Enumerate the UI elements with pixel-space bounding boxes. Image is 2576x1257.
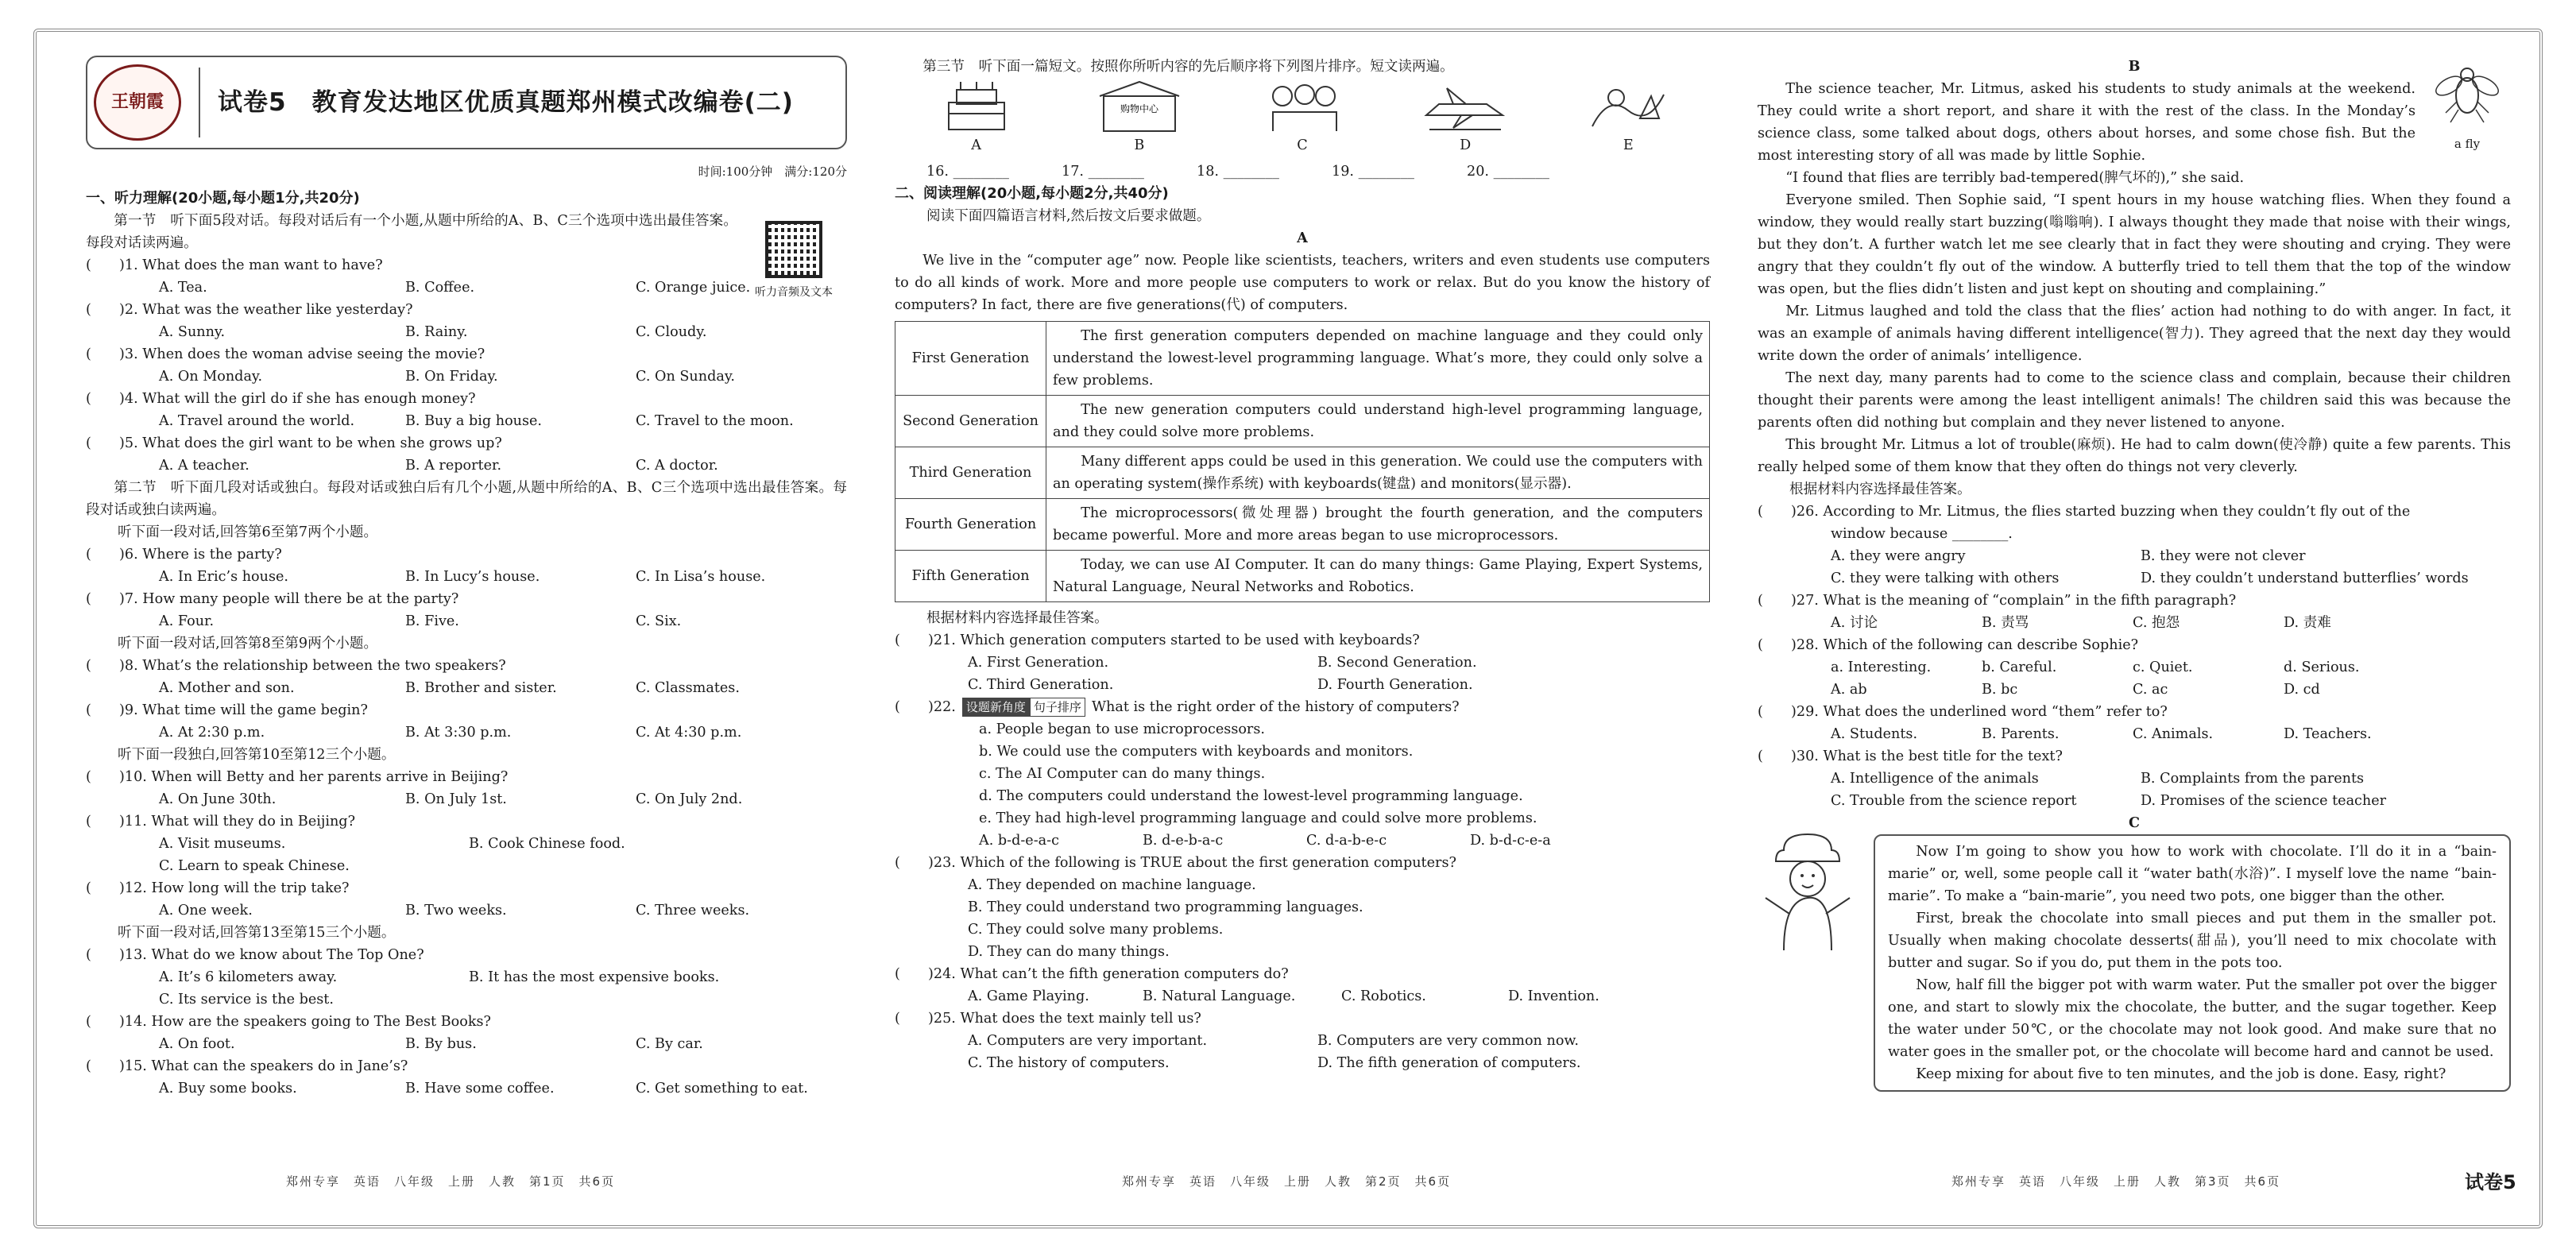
fly-caption: a fly	[2454, 137, 2481, 151]
option[interactable]: D. 责难	[2284, 615, 2331, 631]
passage-c-p2: First, break the chocolate into small pieces and put them in the smaller pot. Usually when making chocolate desserts(甜品), you’ll need to mix chocolate with butter and sugar. So if you do, put them in the pots too.	[1888, 911, 2497, 971]
question-q22-options	[895, 830, 1710, 852]
option[interactable]: B. Second Generation.	[1317, 655, 1477, 671]
picture-label: C	[1297, 137, 1308, 153]
question-q23-options	[895, 896, 1710, 919]
footer-page-2: 郑州专享 英语 八年级 上册 人教 第2页 共6页	[1122, 1174, 1452, 1189]
picture-label: D	[1460, 137, 1472, 153]
passage-b-p2: “I found that flies are terribly bad-tempered(脾气坏的),” she said.	[1785, 170, 2245, 186]
table-row	[895, 551, 1710, 602]
brand-logo: 王朝霞	[94, 64, 181, 141]
option[interactable]: B. Brother and sister.	[405, 680, 557, 696]
blank-19[interactable]: 19. ________	[1332, 164, 1414, 180]
passage-c-p4: Keep mixing for about five to ten minutes, and the job is done. Easy, right?	[1916, 1066, 2446, 1082]
option[interactable]: A. On foot.	[159, 1036, 235, 1052]
option[interactable]: A. Visit museums.	[159, 836, 286, 852]
column-3	[1758, 56, 2511, 1092]
listening-note-2: 听下面一段对话,回答第8至第9两个小题。	[118, 636, 378, 652]
question-q21-options	[895, 652, 1710, 674]
question-q30-stem: ( )30. What is the best title for the text?	[1758, 748, 2063, 764]
paper-title: 试卷5 教育发达地区优质真题郑州模式改编卷(二)	[218, 88, 794, 117]
option[interactable]: A. Computers are very important.	[968, 1033, 1208, 1049]
option[interactable]: B. they were not clever	[2141, 548, 2306, 564]
option[interactable]: A. On Monday.	[159, 369, 263, 385]
answer-blanks	[895, 161, 1710, 183]
question-q2-options	[86, 321, 847, 343]
option[interactable]: C. A doctor.	[636, 458, 718, 474]
option[interactable]: D. Fourth Generation.	[1317, 677, 1473, 693]
passage-a-heading: A	[1297, 230, 1308, 246]
option[interactable]: B. A reporter.	[405, 458, 502, 474]
option[interactable]: C. Orange juice.	[636, 280, 751, 296]
option[interactable]: C. d-a-b-e-c	[1306, 833, 1387, 849]
section-listening: 一、听力理解(20小题,每小题1分,共20分)	[86, 190, 360, 207]
question-q2-stem: ( )2. What was the weather like yesterday?	[86, 302, 413, 318]
question-q7-stem: ( )7. How many people will there be at the party?	[86, 591, 459, 607]
question-q4-stem: ( )4. What will the girl do if she has enough money?	[86, 391, 476, 407]
option[interactable]: D. cd	[2284, 682, 2320, 698]
option[interactable]: A. Game Playing.	[968, 988, 1089, 1004]
footer-page-1: 郑州专享 英语 八年级 上册 人教 第1页 共6页	[286, 1174, 616, 1189]
option[interactable]: A. It’s 6 kilometers away.	[159, 969, 338, 985]
question-q26-options	[1758, 545, 2511, 567]
option[interactable]: A. Sunny.	[159, 324, 226, 340]
question-q1-options	[86, 277, 847, 299]
question-q28-stem: ( )28. Which of the following can describe Sophie?	[1758, 637, 2139, 653]
generation-description: Today, we can use AI Computer. It can do many things: Game Playing, Expert Systems, Natural Language, Neural Networks and Robotics.	[1046, 551, 1710, 602]
option[interactable]: A. First Generation.	[968, 655, 1109, 671]
title-box	[86, 56, 847, 149]
passage-c-p1: Now I’m going to show you how to work with chocolate. I’ll do it in a “bain-marie” or, well, some people call it “water bath(水浴)”. I myself love the name “bain-marie”. To make a “bain-marie”, you need two pots, one bigger than the other.	[1888, 844, 2497, 904]
passage-c-box	[1874, 834, 2511, 1092]
question-q4-options	[86, 410, 847, 432]
option[interactable]: B. On Friday.	[405, 369, 498, 385]
picture-a	[929, 79, 1024, 157]
question-q23-options	[895, 919, 1710, 941]
question-q5-options	[86, 454, 847, 477]
option[interactable]: D. Teachers.	[2284, 726, 2372, 742]
option[interactable]: C. Animals.	[2133, 726, 2214, 742]
option[interactable]: C. ac	[2133, 682, 2168, 698]
passage-a-ask: 根据材料内容选择最佳答案。	[926, 610, 1108, 626]
section-reading: 二、阅读理解(20小题,每小题2分,共40分)	[895, 185, 1169, 202]
picture-b	[1092, 79, 1187, 157]
generation-name: Third Generation	[895, 447, 1046, 499]
table-row	[895, 322, 1710, 396]
question-q21-options	[895, 674, 1710, 696]
question-q1-stem: ( )1. What does the man want to have?	[86, 257, 383, 273]
option[interactable]: C. Trouble from the science report	[1831, 793, 2077, 809]
option[interactable]: A. Tea.	[159, 280, 207, 296]
option[interactable]: A. ab	[1831, 682, 1867, 698]
picture-row	[895, 78, 1710, 157]
option[interactable]: C. 抱怨	[2133, 615, 2180, 631]
question-q24-options	[895, 985, 1710, 1008]
option[interactable]: C. They could solve many problems.	[968, 922, 1224, 938]
option[interactable]: A. One week.	[159, 903, 253, 919]
option[interactable]: d. Serious.	[2284, 659, 2360, 675]
question-q23-options	[895, 874, 1710, 896]
question-q22-stem	[895, 696, 1710, 718]
option[interactable]: b. Careful.	[1982, 659, 2057, 675]
generation-description: The microprocessors(微处理器) brought the fourth generation, and the computers became powerful. More and more areas began to use microprocessors.	[1046, 499, 1710, 551]
passage-b-p6: This brought Mr. Litmus a lot of trouble(麻烦). He had to calm down(使冷静) quite a few parents. This really helped some of them know that they often do things not very cleverly.	[1758, 437, 2511, 475]
paper-number-label: 试卷5	[2465, 1171, 2516, 1193]
column-1	[86, 56, 847, 1100]
option[interactable]: C. Six.	[636, 613, 682, 629]
blank-16[interactable]: 16. ________	[926, 164, 1009, 180]
question-q24-stem: ( )24. What can’t the fifth generation computers do?	[895, 966, 1289, 982]
order-item: a. People began to use microprocessors.	[979, 721, 1265, 737]
option[interactable]: D. They can do many things.	[968, 944, 1170, 960]
question-q11-options	[86, 855, 847, 877]
question-q23-options	[895, 941, 1710, 963]
question-q22-number: ( )22.	[895, 699, 956, 715]
generation-name: Fourth Generation	[895, 499, 1046, 551]
question-q15-stem: ( )15. What can the speakers do in Jane’s?	[86, 1058, 408, 1074]
option[interactable]: B. Natural Language.	[1143, 988, 1296, 1004]
option[interactable]: A. Four.	[159, 613, 215, 629]
question-q9-options	[86, 721, 847, 744]
question-q3-stem: ( )3. When does the woman advise seeing the movie?	[86, 346, 485, 362]
passage-b-p1: The science teacher, Mr. Litmus, asked his students to study animals at the weekend. They could write a short report, and share it with the rest of the class. In the Monday’s science class, some talked about dogs, others about horses, and some chose fish. But the most interesting story of all was made by little Sophie.	[1758, 81, 2415, 164]
question-q30-options	[1758, 790, 2511, 812]
option[interactable]: D. they couldn’t understand butterflies’ words	[2141, 570, 2469, 586]
part1-intro: 第一节 听下面5段对话。每段对话后有一个小题,从题中所给的A、B、C三个选项中选出最佳答案。每段对话读两遍。	[86, 213, 737, 251]
passage-c	[1758, 834, 2511, 1092]
option[interactable]: a. Interesting.	[1831, 659, 1932, 675]
footer-page-3: 郑州专享 英语 八年级 上册 人教 第3页 共6页	[1951, 1174, 2281, 1189]
option[interactable]: B. Complaints from the parents	[2141, 771, 2365, 787]
order-item: e. They had high-level programming language and could solve more problems.	[979, 810, 1537, 826]
option[interactable]: C. Classmates.	[636, 680, 740, 696]
generation-name: First Generation	[895, 322, 1046, 396]
question-q5-stem: ( )5. What does the girl want to be when she grows up?	[86, 435, 502, 451]
passage-c-heading: C	[2128, 814, 2140, 831]
question-q8-options	[86, 677, 847, 699]
option[interactable]: B. Rainy.	[405, 324, 468, 340]
option[interactable]: C. In Lisa’s house.	[636, 569, 766, 585]
option[interactable]: B. Five.	[405, 613, 459, 629]
option[interactable]: B. bc	[1982, 682, 2018, 698]
question-q8-stem: ( )8. What’s the relationship between the two speakers?	[86, 658, 506, 674]
listening-note-4: 听下面一段对话,回答第13至第15三个小题。	[118, 925, 396, 941]
reading-intro: 阅读下面四篇语言材料,然后按文后要求做题。	[926, 208, 1211, 224]
question-q13-options	[86, 966, 847, 988]
option[interactable]: A. they were angry	[1831, 548, 1966, 564]
qr-code-icon	[765, 221, 822, 278]
option[interactable]: A. On June 30th.	[159, 791, 277, 807]
listening-note-1: 听下面一段对话,回答第6至第7两个小题。	[118, 524, 378, 540]
question-q25-options	[895, 1052, 1710, 1074]
option[interactable]: B. On July 1st.	[405, 791, 507, 807]
picture-label: A	[971, 137, 981, 153]
order-item: b. We could use the computers with keyboards and monitors.	[979, 744, 1414, 760]
option[interactable]: C. The history of computers.	[968, 1055, 1170, 1071]
passage-b-ask: 根据材料内容选择最佳答案。	[1789, 482, 1971, 497]
option[interactable]: B. By bus.	[405, 1036, 477, 1052]
option[interactable]: A. Buy some books.	[159, 1081, 297, 1096]
question-q6-options	[86, 566, 847, 588]
question-q27-stem: ( )27. What is the meaning of “complain” in the fifth paragraph?	[1758, 593, 2237, 609]
option[interactable]: B. In Lucy’s house.	[405, 569, 540, 585]
question-q7-options	[86, 610, 847, 632]
passage-b-p5: The next day, many parents had to come to the science class and complain, because their children thought their parents were among the least intelligent animals! The children said this was because the parents often did nothing but complain and they never listened to anyone.	[1758, 370, 2511, 431]
question-q10-options	[86, 788, 847, 810]
picture-label: B	[1134, 137, 1145, 153]
question-q28-options	[1758, 679, 2511, 701]
picture-d	[1418, 79, 1513, 157]
option[interactable]: B. d-e-b-a-c	[1143, 833, 1224, 849]
option[interactable]: C. Its service is the best.	[159, 992, 334, 1008]
option[interactable]: B. At 3:30 p.m.	[405, 725, 512, 741]
generation-description: The new generation computers could understand high-level programming language, and they could solve more problems.	[1046, 396, 1710, 447]
option[interactable]: B. Cook Chinese food.	[469, 836, 625, 852]
qr-code[interactable]	[748, 221, 839, 304]
option[interactable]: C. At 4:30 p.m.	[636, 725, 742, 741]
option[interactable]: C. Learn to speak Chinese.	[159, 858, 350, 874]
option[interactable]: C. Robotics.	[1341, 988, 1426, 1004]
tag-new-angle: 设题新角度	[962, 698, 1030, 717]
question-q13-options	[86, 988, 847, 1011]
question-q12-options	[86, 899, 847, 922]
question-q14-stem: ( )14. How are the speakers going to The Best Books?	[86, 1014, 491, 1030]
option[interactable]: B. It has the most expensive books.	[469, 969, 720, 985]
table-row	[895, 396, 1710, 447]
question-q25-options	[895, 1030, 1710, 1052]
option[interactable]: B. They could understand two programming languages.	[968, 899, 1363, 915]
mall-sign: 购物中心	[1120, 103, 1158, 114]
option[interactable]: A. Travel around the world.	[159, 413, 355, 429]
option[interactable]: A. In Eric’s house.	[159, 569, 288, 585]
option[interactable]: C. Three weeks.	[636, 903, 750, 919]
question-q29-stem: ( )29. What does the underlined word “them” refer to?	[1758, 704, 2168, 720]
option[interactable]: B. 责骂	[1982, 615, 2029, 631]
chef-icon	[1748, 826, 1867, 953]
order-item: d. The computers could understand the lowest-level programming language.	[979, 788, 1523, 804]
picture-c	[1255, 79, 1350, 157]
passage-b-p3: Everyone smiled. Then Sophie said, “I spent hours in my house watching flies. When they found a window, they would really start buzzing(嗡嗡响). I always thought they made that noise with their wings, but they don’t. A further watch let me see clearly that in fact they were shouting and crying. They were angry that they couldn’t fly out of the window. A butterfly tried to tell them that the top of the window was open, but the flies didn’t listen and just kept on shouting and complaining.”	[1758, 192, 2511, 297]
generation-description: The first generation computers depended on machine language and they could only understand the lowest-level programming language. What’s more, they could only solve a few problems.	[1046, 322, 1710, 396]
qr-label: 听力音频及文本	[755, 286, 833, 299]
generation-description: Many different apps could be used in this generation. We could use the computers with an operating system(操作系统) with keyboards(键盘) and monitors(显示器).	[1046, 447, 1710, 499]
question-q3-options	[86, 365, 847, 388]
option[interactable]: C. By car.	[636, 1036, 703, 1052]
option[interactable]: D. Promises of the science teacher	[2141, 793, 2387, 809]
passage-a: We live in the “computer age” now. People like scientists, teachers, writers and even students use computers to do all kinds of work. More and more people use computers to work or relax. But do you know the history of computers? In fact, there are five generations(代) of computers.	[895, 253, 1710, 313]
option[interactable]: B. Coffee.	[405, 280, 475, 296]
question-q12-stem: ( )12. How long will the trip take?	[86, 880, 350, 896]
passage-b-heading: B	[2128, 58, 2141, 75]
question-q26-stem: ( )26. According to Mr. Litmus, the flies started buzzing when they couldn’t fly out of the	[1758, 504, 2411, 520]
time-score-meta: 时间:100分钟 满分:120分	[698, 164, 847, 179]
option[interactable]: D. b-d-c-e-a	[1470, 833, 1551, 849]
option[interactable]: C. On Sunday.	[636, 369, 736, 385]
option[interactable]: B. Buy a big house.	[405, 413, 543, 429]
option[interactable]: A. A teacher.	[159, 458, 249, 474]
blank-20[interactable]: 20. ________	[1467, 164, 1549, 180]
table-row	[895, 447, 1710, 499]
option[interactable]: A. Intelligence of the animals	[1831, 771, 2039, 787]
question-q10-stem: ( )10. When will Betty and her parents arrive in Beijing?	[86, 769, 509, 785]
option[interactable]: B. Have some coffee.	[405, 1081, 555, 1096]
option[interactable]: A. Mother and son.	[159, 680, 295, 696]
listening-note-3: 听下面一段独白,回答第10至第12三个小题。	[118, 747, 396, 763]
question-q29-options	[1758, 723, 2511, 745]
generation-name: Second Generation	[895, 396, 1046, 447]
question-q26-stem2: window because ________.	[1831, 526, 2013, 542]
option[interactable]: C. Travel to the moon.	[636, 413, 794, 429]
question-q6-stem: ( )6. Where is the party?	[86, 547, 282, 563]
option[interactable]: A. Students.	[1831, 726, 1918, 742]
question-q23-stem: ( )23. Which of the following is TRUE about the first generation computers?	[895, 855, 1456, 871]
passage-b-p4: Mr. Litmus laughed and told the class that the flies’ action had nothing to do with anger. In fact, it was an example of animals having different intelligence(智力). They agreed that the next day they would write down the order of animals’ intelligence.	[1758, 304, 2511, 364]
fly-icon	[2431, 54, 2503, 126]
passage-c-p3: Now, half fill the bigger pot with warm water. Put the smaller pot over the bigger one, and start to slowly mix the chocolate, the butter, and the sugar together. Keep the water under 50℃, or the chocolate may not look good. And make sure that no water goes in the smaller pot, or the chocolate will become hard and cannot be used.	[1888, 977, 2497, 1060]
option[interactable]: C. Cloudy.	[636, 324, 707, 340]
part2-intro: 第二节 听下面几段对话或独白。每段对话或独白后有几个小题,从题中所给的A、B、C三个选项中选出最佳答案。每段对话或独白读两遍。	[86, 480, 847, 518]
table-row	[895, 499, 1710, 551]
option[interactable]: A. At 2:30 p.m.	[159, 725, 265, 741]
option[interactable]: B. Computers are very common now.	[1317, 1033, 1579, 1049]
question-q11-options	[86, 833, 847, 855]
blank-18[interactable]: 18. ________	[1197, 164, 1279, 180]
blank-17[interactable]: 17. ________	[1062, 164, 1144, 180]
option[interactable]: B. Two weeks.	[405, 903, 507, 919]
generation-name: Fifth Generation	[895, 551, 1046, 602]
question-q30-options	[1758, 768, 2511, 790]
option[interactable]: c. Quiet.	[2133, 659, 2193, 675]
option[interactable]: C. Third Generation.	[968, 677, 1114, 693]
picture-label: E	[1623, 137, 1634, 153]
question-q15-options	[86, 1077, 847, 1100]
tag-sentence-order: 句子排序	[1030, 698, 1085, 717]
generations-table	[895, 321, 1710, 602]
fly-illustration	[2423, 54, 2511, 155]
question-q22-text: What is the right order of the history of computers?	[1091, 699, 1460, 715]
question-q11-stem: ( )11. What will they do in Beijing?	[86, 814, 356, 830]
option[interactable]: C. Get something to eat.	[636, 1081, 808, 1096]
question-q28-options	[1758, 656, 2511, 679]
option[interactable]: D. Invention.	[1508, 988, 1599, 1004]
question-q26-options	[1758, 567, 2511, 590]
part3-intro: 第三节 听下面一篇短文。按照你所听内容的先后顺序将下列图片排序。短文读两遍。	[922, 59, 1454, 75]
question-q14-options	[86, 1033, 847, 1055]
question-q9-stem: ( )9. What time will the game begin?	[86, 702, 368, 718]
question-q13-stem: ( )13. What do we know about The Top One?	[86, 947, 424, 963]
order-item: c. The AI Computer can do many things.	[979, 766, 1266, 782]
question-q21-stem: ( )21. Which generation computers started to be used with keyboards?	[895, 632, 1420, 648]
option[interactable]: A. 讨论	[1831, 615, 1878, 631]
option[interactable]: B. Parents.	[1982, 726, 2060, 742]
option[interactable]: D. The fifth generation of computers.	[1317, 1055, 1581, 1071]
option[interactable]: A. They depended on machine language.	[968, 877, 1256, 893]
option[interactable]: A. b-d-e-a-c	[979, 833, 1059, 849]
title-divider	[199, 68, 200, 137]
option[interactable]: C. On July 2nd.	[636, 791, 743, 807]
column-2	[895, 56, 1710, 1074]
question-q27-options	[1758, 612, 2511, 634]
question-q25-stem: ( )25. What does the text mainly tell us?	[895, 1011, 1201, 1027]
picture-e	[1580, 79, 1676, 157]
option[interactable]: C. they were talking with others	[1831, 570, 2060, 586]
